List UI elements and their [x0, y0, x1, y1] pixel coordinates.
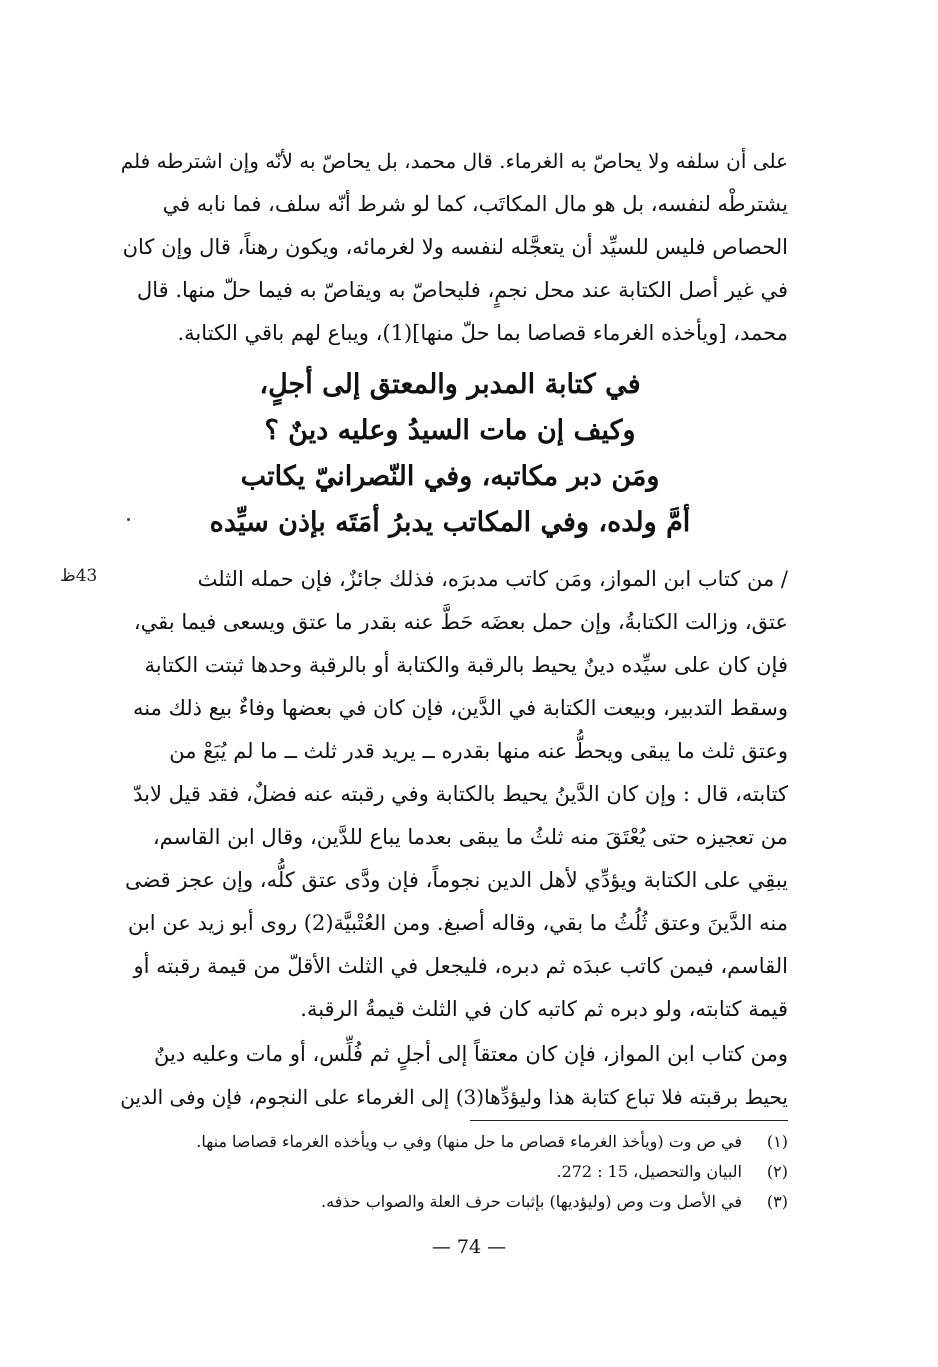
text-line: / من كتاب ابن المواز، ومَن كاتب مدبرَه، فذلك جائزٌ، فإن حمله الثلث — [197, 567, 788, 591]
text-line: من تعجيزه حتى يُعْتَقَ منه ثلثُ ما يبقى بعدما يباع للدَّين، وقال ابن القاسم، — [152, 825, 788, 849]
text-line: وسقط التدبير، وبيعت الكتابة في الدَّين، فإن كان في بعضها وفاءٌ بيع ذلك منه — [133, 696, 788, 720]
page-number: — 74 — — [431, 1236, 507, 1258]
text-line: يحيط برقبته فلا تباع كتابة هذا وليؤدِّها(3) إلى الغرماء على النجوم، فإن وفى الدين — [120, 1085, 788, 1109]
heading-line: في كتابة المدبر والمعتق إلى أجلٍ، — [259, 369, 641, 400]
text-line: محمد، [ويأخذه الغرماء قصاصا بما حلّ منها](1)، ويباع لهم باقي الكتابة. — [177, 321, 788, 345]
footnote-text: في ص وت (ويأخذ الغرماء قصاص ما حل منها) وفي ب ويأخذه الغرماء قصاصا منها. — [196, 1132, 742, 1151]
heading-line: أمَّ ولده، وفي المكاتب يدبرُ أمَتَه بإذن سيِّده — [209, 507, 691, 538]
text-line: الحصاص فليس للسيِّد أن يتعجَّله لنفسه ولا لغرمائه، ويكون رهناً، قال وإن كان — [122, 235, 788, 259]
text-line: ومن كتاب ابن المواز، فإن كان معتقاً إلى أجلٍ ثم فُلِّس، أو مات وعليه دينٌ — [154, 1042, 788, 1066]
footnote — [150, 1157, 788, 1187]
text-line: القاسم، فيمن كاتب عبدَه ثم دبره، فليجعل في الثلث الأقلّ من قيمة رقبته أو — [133, 954, 788, 978]
footnote-text: البيان والتحصيل، 15 : 272. — [556, 1162, 742, 1181]
footnote-separator — [470, 1120, 788, 1121]
footnote — [150, 1127, 788, 1157]
section-heading — [112, 362, 788, 546]
heading-line: ومَن دبر مكاتبه، وفي النّصرانيّ يكاتب — [240, 461, 660, 492]
text-line: وعتق ثلث ما يبقى ويحطُّ عنه منها بقدره ــ يريد قدر ثلث ــ ما لم يُبَعْ من — [169, 739, 788, 763]
text-line: يبقِي على الكتابة ويؤدِّي لأهل الدين نجوماً، فإن ودَّى عتق كلُّه، وإن عجز قضى — [124, 868, 788, 892]
decorative-dot — [127, 518, 130, 521]
text-line: في غير أصل الكتابة عند محل نجمٍ، فليحاصّ به ويقاصّ به فيما حلّ منها. قال — [137, 278, 788, 302]
footnote-number: (١) — [766, 1132, 788, 1151]
footnote-number: (٣) — [766, 1192, 788, 1211]
text-line: عتق، وزالت الكتابةُ، وإن حمل بعضَه حَطَّ عنه بقدر ما عتق ويسعى فيما بقي، — [133, 610, 788, 634]
paragraph-3 — [112, 1033, 788, 1119]
paragraph-2 — [112, 558, 788, 1031]
footnotes — [150, 1127, 788, 1217]
heading-line: وكيف إن مات السيدُ وعليه دينٌ ؟ — [264, 415, 636, 446]
text-line: يشترطْه لنفسه، بل هو مال المكاتَب، كما لو شرط أنّه سلف، فما نابه في — [162, 192, 788, 216]
text-line: قيمة كتابته، ولو دبره ثم كاتبه كان في الثلث قيمةُ الرقبة. — [300, 997, 788, 1021]
text-line: على أن سلفه ولا يحاصّ به الغرماء. قال محمد، بل يحاصّ به لأنّه وإن اشترطه فلم — [120, 149, 788, 173]
margin-folio-note: 43ظ — [60, 566, 98, 586]
text-line: كتابته، قال : وإن كان الدَّينُ يحيط بالكتابة وفي رقبته عنه فضلٌ، فقد قيل لابدّ — [133, 782, 788, 806]
text-line: فإن كان على سيِّده دينٌ يحيط بالرقبة والكتابة أو بالرقبة وحدها ثبتت الكتابة — [144, 653, 788, 677]
text-line: منه الدَّينَ وعتق ثُلُثُ ما بقي، وقاله أصبغ. ومن العُتْبيَّة(2) روى أبو زيد عن ابن — [127, 911, 788, 935]
paragraph-1 — [112, 140, 788, 355]
footnote — [150, 1187, 788, 1217]
footnote-text: في الأصل وت وص (وليؤديها) بإثبات حرف العلة والصواب حذفه. — [321, 1192, 742, 1211]
footnote-number: (٢) — [766, 1162, 788, 1181]
